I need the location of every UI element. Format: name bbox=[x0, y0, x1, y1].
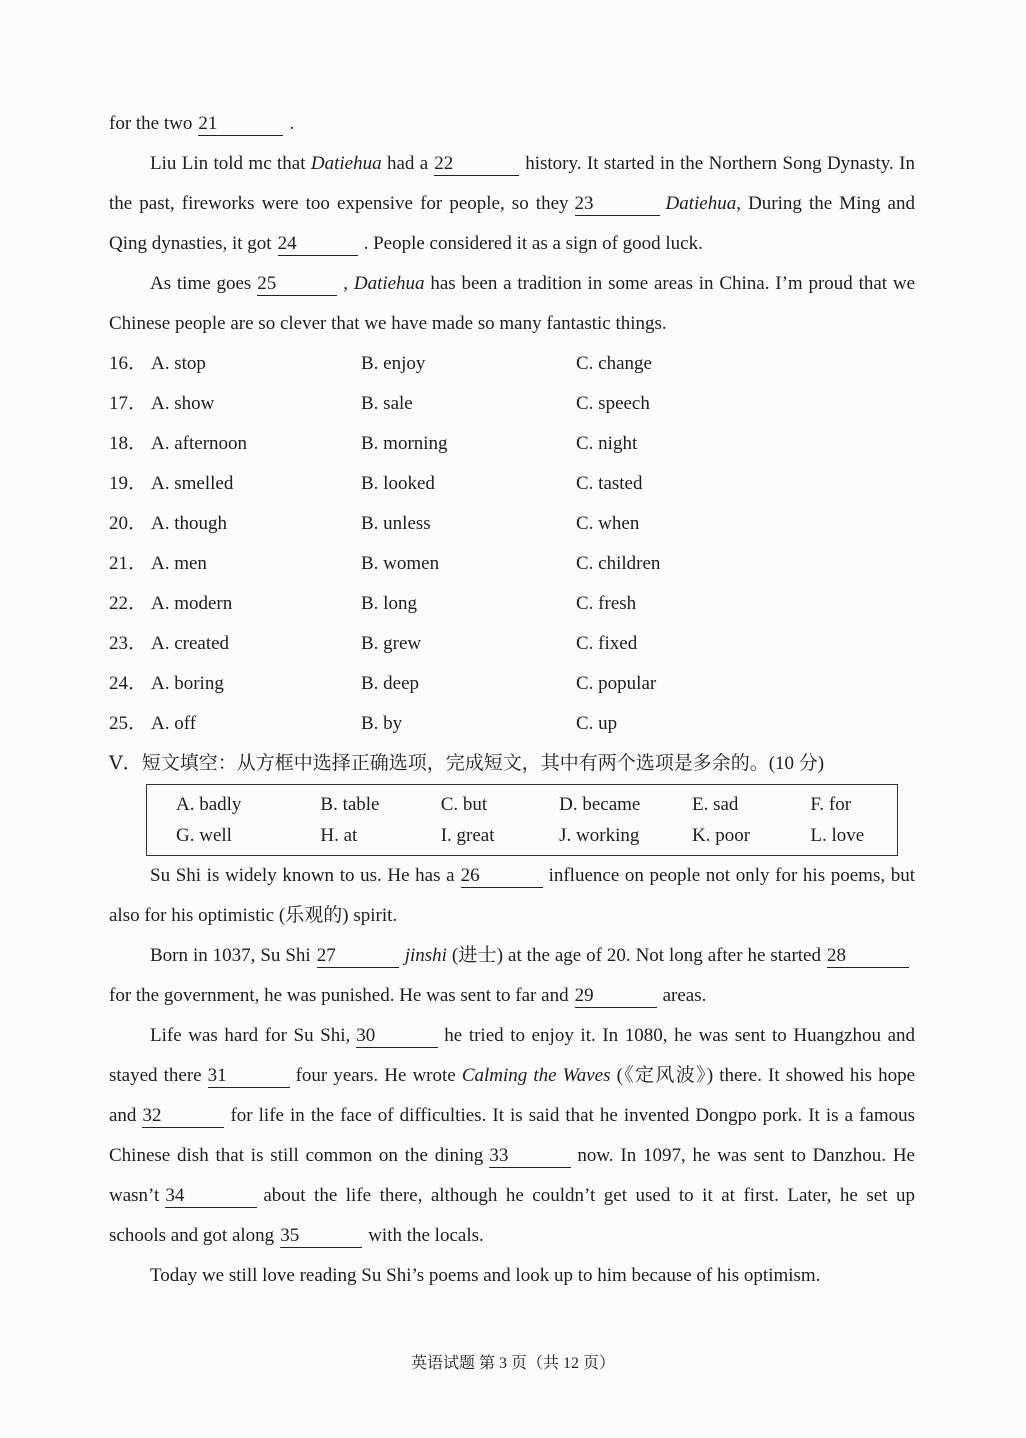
option-row bbox=[109, 584, 915, 624]
option-row bbox=[109, 624, 915, 664]
text: now. In 1097, he was sent to Danzhou. He wasn’t bbox=[109, 1145, 915, 1206]
blank-25: 25 bbox=[257, 273, 337, 296]
blank-34: 34 bbox=[165, 1185, 257, 1208]
question-number: 24． bbox=[109, 673, 148, 694]
text: (《定风波》) there. It showed his hope and bbox=[109, 1065, 916, 1126]
word-option: A. badly bbox=[176, 794, 242, 815]
option-c: C. up bbox=[576, 713, 618, 734]
option-a: A. smelled bbox=[151, 473, 234, 494]
text: . bbox=[289, 113, 295, 134]
passage2-paragraph-3 bbox=[109, 1016, 915, 1256]
italic-term: Datiehua bbox=[665, 193, 737, 214]
text: Life was hard for Su Shi, bbox=[150, 1025, 351, 1046]
text: (进士) at the age of 20. Not long after he started bbox=[451, 945, 821, 966]
option-a: A. created bbox=[151, 633, 230, 654]
option-b: B. women bbox=[361, 553, 440, 574]
text: for the government, he was punished. He was sent to far and bbox=[109, 985, 569, 1006]
option-c: C. when bbox=[576, 513, 640, 534]
word-option: C. but bbox=[440, 794, 488, 815]
option-a: A. afternoon bbox=[151, 433, 248, 454]
text: Liu Lin told mc that bbox=[150, 153, 306, 174]
option-b: B. enjoy bbox=[361, 353, 426, 374]
option-row bbox=[109, 544, 915, 584]
option-b: B. looked bbox=[361, 473, 435, 494]
word-option: I. great bbox=[440, 825, 495, 846]
blank-32: 32 bbox=[142, 1105, 224, 1128]
text: for life in the face of difficulties. It is said that he invented Dongpo pork. It is a famous Chinese dish that is still common on the dining bbox=[109, 1105, 915, 1166]
option-row bbox=[109, 504, 915, 544]
option-row bbox=[109, 464, 915, 504]
option-c: C. night bbox=[576, 433, 638, 454]
text: , During the Ming and Qing dynasties, it got bbox=[109, 193, 915, 254]
option-c: C. tasted bbox=[576, 473, 643, 494]
option-b: B. sale bbox=[361, 393, 413, 414]
option-c: C. children bbox=[576, 553, 661, 574]
page-content bbox=[109, 104, 915, 1296]
option-c: C. fresh bbox=[576, 593, 637, 614]
blank-21: 21 bbox=[198, 113, 283, 136]
word-option: K. poor bbox=[691, 825, 751, 846]
text: four years. He wrote bbox=[295, 1065, 456, 1086]
text: Born in 1037, Su Shi bbox=[150, 945, 311, 966]
text: , bbox=[343, 273, 349, 294]
text: has been a tradition in some areas in China. I’m proud that we Chinese people are so clever that we have made so many fantastic things. bbox=[109, 273, 916, 334]
text: influence on people not only for his poems, but also for his optimistic (乐观的) spirit. bbox=[109, 865, 916, 926]
option-a: A. off bbox=[151, 713, 197, 734]
word-option: H. at bbox=[320, 825, 358, 846]
option-b: B. long bbox=[361, 593, 417, 614]
text: As time goes bbox=[150, 273, 252, 294]
word-option: D. became bbox=[559, 794, 641, 815]
word-bank-row bbox=[147, 789, 897, 820]
question-number: 22． bbox=[109, 593, 148, 614]
option-b: B. morning bbox=[361, 433, 448, 454]
blank-28: 28 bbox=[827, 945, 909, 968]
section-5-title: Ⅴ．短文填空：从方框中选择正确选项，完成短文，其中有两个选项是多余的。(10 分) bbox=[109, 753, 825, 774]
text: about the life there, although he couldn’t get used to it at first. Later, he set up schools and got along bbox=[109, 1185, 915, 1246]
text: for the two bbox=[109, 113, 193, 134]
passage-paragraph-2 bbox=[109, 144, 915, 264]
question-number: 21． bbox=[109, 553, 148, 574]
option-c: C. popular bbox=[576, 673, 657, 694]
options-list bbox=[109, 344, 915, 744]
option-row bbox=[109, 704, 915, 744]
passage2-paragraph-2 bbox=[109, 936, 915, 1016]
blank-22: 22 bbox=[434, 153, 519, 176]
question-number: 18． bbox=[109, 433, 148, 454]
italic-term: Datiehua bbox=[353, 273, 425, 294]
option-c: C. fixed bbox=[576, 633, 638, 654]
blank-27: 27 bbox=[317, 945, 399, 968]
blank-23: 23 bbox=[575, 193, 660, 216]
option-a: A. men bbox=[151, 553, 207, 574]
text: history. It started in the Northern Song Dynasty. In the past, fireworks were too expensive for people, so they bbox=[109, 153, 915, 214]
word-option: L. love bbox=[810, 825, 865, 846]
option-b: B. unless bbox=[361, 513, 431, 534]
italic-term: jinshi bbox=[404, 945, 447, 966]
text: had a bbox=[386, 153, 429, 174]
word-option: F. for bbox=[810, 794, 852, 815]
blank-31: 31 bbox=[208, 1065, 290, 1088]
italic-term: Datiehua bbox=[310, 153, 382, 174]
text: he tried to enjoy it. In 1080, he was sent to Huangzhou and stayed there bbox=[109, 1025, 915, 1086]
passage-paragraph-3 bbox=[109, 264, 915, 344]
question-number: 16． bbox=[109, 353, 148, 374]
option-c: C. change bbox=[576, 353, 652, 374]
word-option: G. well bbox=[176, 825, 232, 846]
passage-line-1 bbox=[109, 104, 915, 144]
question-number: 17． bbox=[109, 393, 148, 414]
blank-26: 26 bbox=[461, 865, 543, 888]
question-number: 25． bbox=[109, 713, 148, 734]
option-b: B. by bbox=[361, 713, 403, 734]
question-number: 20． bbox=[109, 513, 148, 534]
text: with the locals. bbox=[368, 1225, 484, 1246]
word-option: J. working bbox=[559, 825, 640, 846]
blank-33: 33 bbox=[489, 1145, 571, 1168]
page-footer: 英语试题 第 3 页（共 12 页） bbox=[410, 1355, 615, 1372]
text: areas. bbox=[662, 985, 707, 1006]
option-c: C. speech bbox=[576, 393, 650, 414]
word-option: E. sad bbox=[691, 794, 739, 815]
blank-29: 29 bbox=[575, 985, 657, 1008]
option-row bbox=[109, 344, 915, 384]
passage2-paragraph-4: Today we still love reading Su Shi’s poems and look up to him because of his optimism. bbox=[150, 1265, 821, 1286]
option-a: A. boring bbox=[151, 673, 224, 694]
blank-35: 35 bbox=[280, 1225, 362, 1248]
word-bank-row bbox=[147, 820, 897, 851]
option-a: A. stop bbox=[151, 353, 206, 374]
option-row bbox=[109, 424, 915, 464]
word-option: B. table bbox=[320, 794, 380, 815]
word-bank-box bbox=[146, 784, 898, 856]
option-row bbox=[109, 384, 915, 424]
option-a: A. though bbox=[151, 513, 227, 534]
text: . People considered it as a sign of good luck. bbox=[363, 233, 703, 254]
italic-title: Calming the Waves bbox=[461, 1065, 611, 1086]
blank-30: 30 bbox=[356, 1025, 438, 1048]
question-number: 19． bbox=[109, 473, 148, 494]
question-number: 23． bbox=[109, 633, 148, 654]
text: Su Shi is widely known to us. He has a bbox=[150, 865, 455, 886]
blank-24: 24 bbox=[278, 233, 358, 256]
option-a: A. show bbox=[151, 393, 215, 414]
option-b: B. grew bbox=[361, 633, 422, 654]
passage2-paragraph-1 bbox=[109, 856, 915, 936]
option-b: B. deep bbox=[361, 673, 420, 694]
option-row bbox=[109, 664, 915, 704]
option-a: A. modern bbox=[151, 593, 233, 614]
